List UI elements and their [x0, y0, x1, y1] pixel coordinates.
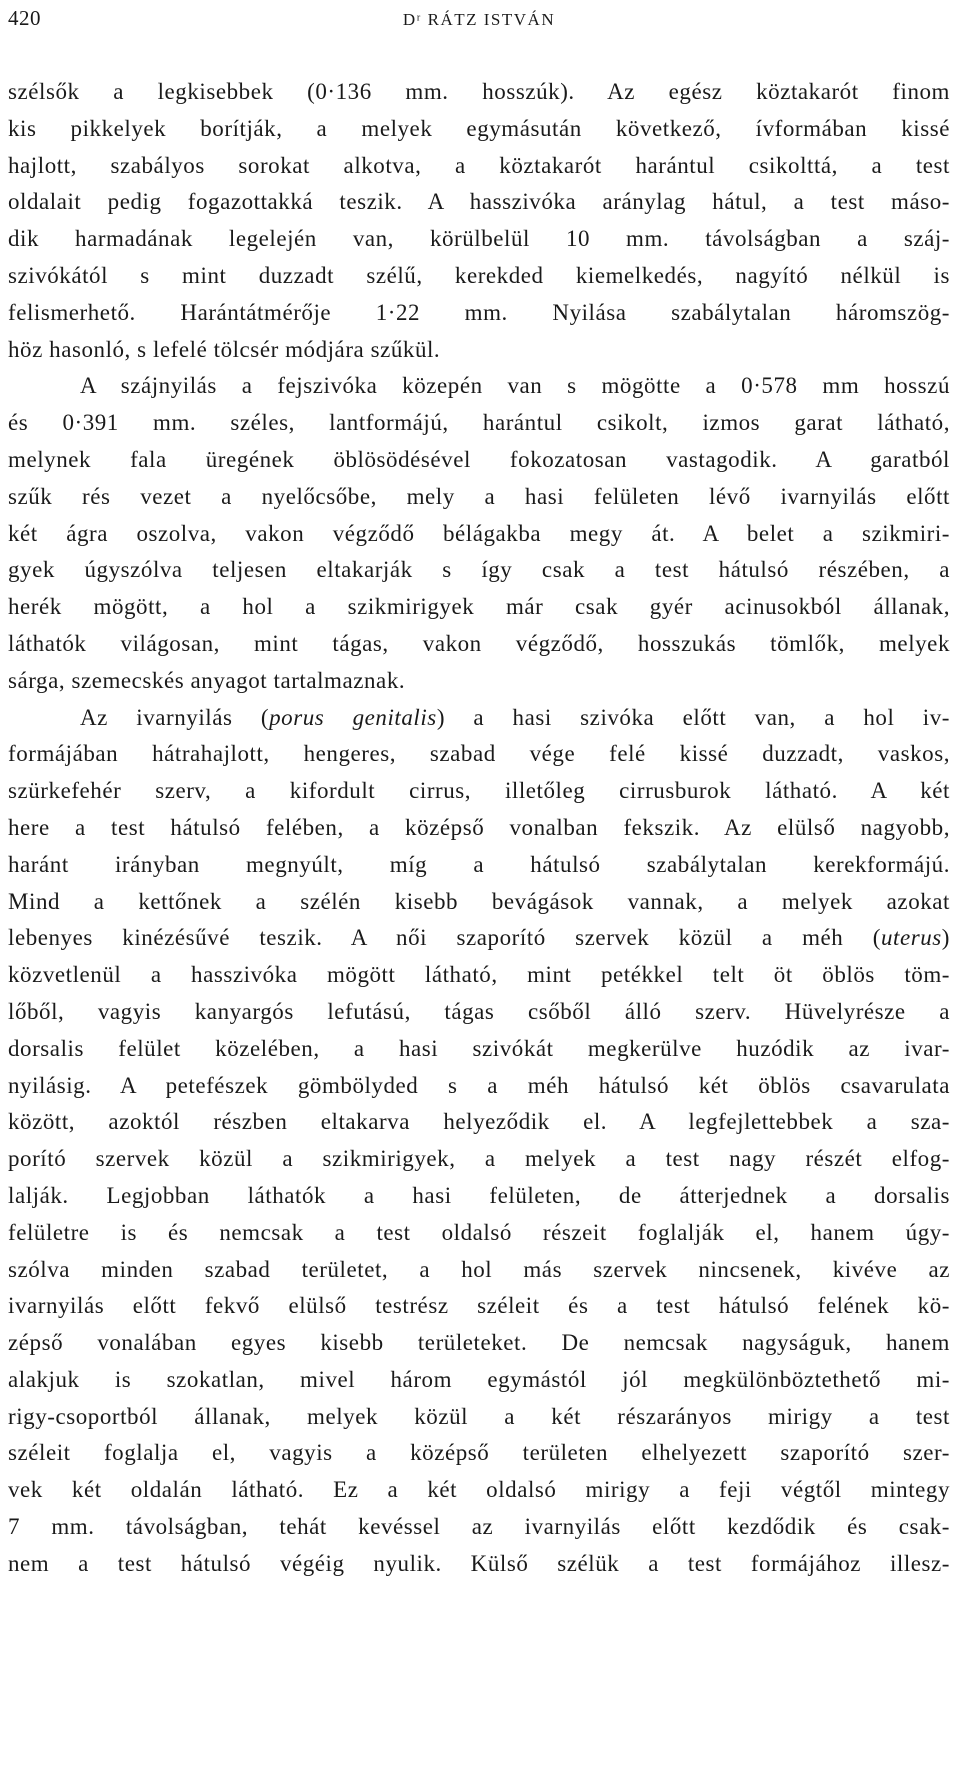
text-line: lőből, vagyis kanyargós lefutású, tágas csőből álló szerv. Hüvelyrésze a — [8, 998, 950, 1024]
text-line: szürkefehér szerv, a kifordult cirrus, illetőleg cirrusburok látható. A két — [8, 778, 950, 804]
text-line: széleit foglalja el, vagyis a középső területen elhelyezett szaporító szer- — [8, 1440, 950, 1466]
text-line: nem a test hátulsó végéig nyulik. Külső szélük a test formájához illesz- — [8, 1550, 950, 1576]
text-line: két ágra oszolva, vakon végződő bélágakba megy át. A belet a szikmiri- — [8, 520, 950, 546]
text-line: dik harmadának legelején van, körülbelül 10 mm. távolságban a száj- — [8, 226, 950, 252]
italic-term: porus genitalis — [269, 704, 437, 730]
text-line-first — [8, 700, 950, 737]
text-line: dorsalis felület közelében, a hasi szivókát megkerülve huzódik az ivar- — [8, 1035, 950, 1061]
text-line: melynek fala üregének öblösödésével fokozatosan vastagodik. A garatból — [8, 446, 950, 472]
text-line: szivókától s mint duzzadt szélű, kerekded kiemelkedés, nagyító nélkül is — [8, 262, 950, 288]
text-line: sárga, szemecskés anyagot tartalmaznak. — [8, 667, 406, 693]
text-line: ivarnyilás előtt fekvő elülső testrész széleit és a test hátulsó felének kö- — [8, 1293, 950, 1319]
body-text — [8, 74, 950, 1583]
text-line: rigy-csoportból állanak, melyek közül a két részarányos mirigy a test — [8, 1403, 950, 1429]
text-line: vek két oldalán látható. Ez a két oldalsó mirigy a feji végtől mintegy — [8, 1477, 950, 1503]
text-line: zépső vonalában egyes kisebb területeket. De nemcsak nagyságuk, hanem — [8, 1330, 950, 1356]
page-number: 420 — [8, 6, 41, 30]
text-line: szűk rés vezet a nyelőcsőbe, mely a hasi felületen lévő ivarnyilás előtt — [8, 483, 950, 509]
text-line-uterus: lebenyes kinézésűvé teszik. A női szaporító szervek közül a méh (uterus) — [8, 925, 950, 951]
text-line: herék mögött, a hol a szikmirigyek már csak gyér acinusokból állanak, — [8, 594, 950, 620]
text-line: formájában hátrahajlott, hengeres, szabad vége felé kissé duzzadt, vaskos, — [8, 741, 950, 767]
running-title: Dʳ RÁTZ ISTVÁN — [402, 10, 556, 29]
text-line: és 0·391 mm. széles, lantformájú, harántul csikolt, izmos garat látható, — [8, 410, 950, 436]
text-line: porító szervek közül a szikmirigyek, a melyek a test nagy részét elfog- — [8, 1146, 950, 1172]
text-segment: Az ivarnyilás ( — [80, 704, 270, 730]
text-line: láthatók világosan, mint tágas, vakon végződő, hosszukás tömlők, melyek — [8, 630, 950, 656]
text-line: között, azoktól részben eltakarva helyeződik el. A legfejlettebbek a sza- — [8, 1109, 950, 1135]
text-line: felületre is és nemcsak a test oldalsó részeit foglalják el, hanem úgy- — [8, 1219, 950, 1245]
text-line: 7 mm. távolságban, tehát kevéssel az ivarnyilás előtt kezdődik és csak- — [8, 1514, 950, 1540]
text-line: hajlott, szabályos sorokat alkotva, a köztakarót harántul csikolttá, a test — [8, 152, 950, 178]
text-line: gyek úgyszólva teljesen eltakarják s így csak a test hátulsó részében, a — [8, 557, 950, 583]
text-line: Mind a kettőnek a szélén kisebb bevágások vannak, a melyek azokat — [8, 888, 950, 914]
text-line: here a test hátulsó felében, a középső vonalban fekszik. Az elülső nagyobb, — [8, 814, 950, 840]
text-line: haránt irányban megnyúlt, míg a hátulsó szabálytalan kerekformájú. — [8, 851, 950, 877]
text-line: lalják. Legjobban láthatók a hasi felületen, de átterjednek a dorsalis — [8, 1182, 950, 1208]
text-line: közvetlenül a hasszivóka mögött látható, mint petékkel telt öt öblös töm- — [8, 962, 950, 988]
running-head — [8, 6, 950, 46]
text-line: szélsők a legkisebbek (0·136 mm. hosszúk). Az egész köztakarót finom — [8, 79, 950, 104]
text-line: kis pikkelyek borítják, a melyek egymásután következő, ívformában kissé — [8, 115, 950, 141]
paragraph-3 — [8, 700, 950, 1583]
paragraph-1 — [8, 74, 950, 368]
text-line: höz hasonló, s lefelé tölcsér módjára szűkül. — [8, 336, 441, 362]
text-line: szólva minden szabad területet, a hol más szervek nincsenek, kivéve az — [8, 1256, 950, 1282]
paragraph-2 — [8, 368, 950, 699]
text-line: felismerhető. Harántátmérője 1·22 mm. Nyilása szabálytalan háromszög- — [8, 299, 950, 325]
text-segment: ) a hasi szivóka előtt van, a hol iv- — [436, 704, 950, 730]
italic-term: uterus — [880, 925, 942, 951]
text-line: alakjuk is szokatlan, mivel három egymástól jól megkülönböztethető mi- — [8, 1366, 950, 1392]
text-line: nyilásig. A petefészek gömbölyded s a méh hátulsó két öblös csavarulata — [8, 1072, 950, 1098]
text-line: A szájnyilás a fejszivóka közepén van s mögötte a 0·578 mm hosszú — [80, 373, 950, 399]
text-line: oldalait pedig fogazottakká teszik. A hasszivóka aránylag hátul, a test máso- — [8, 189, 950, 215]
